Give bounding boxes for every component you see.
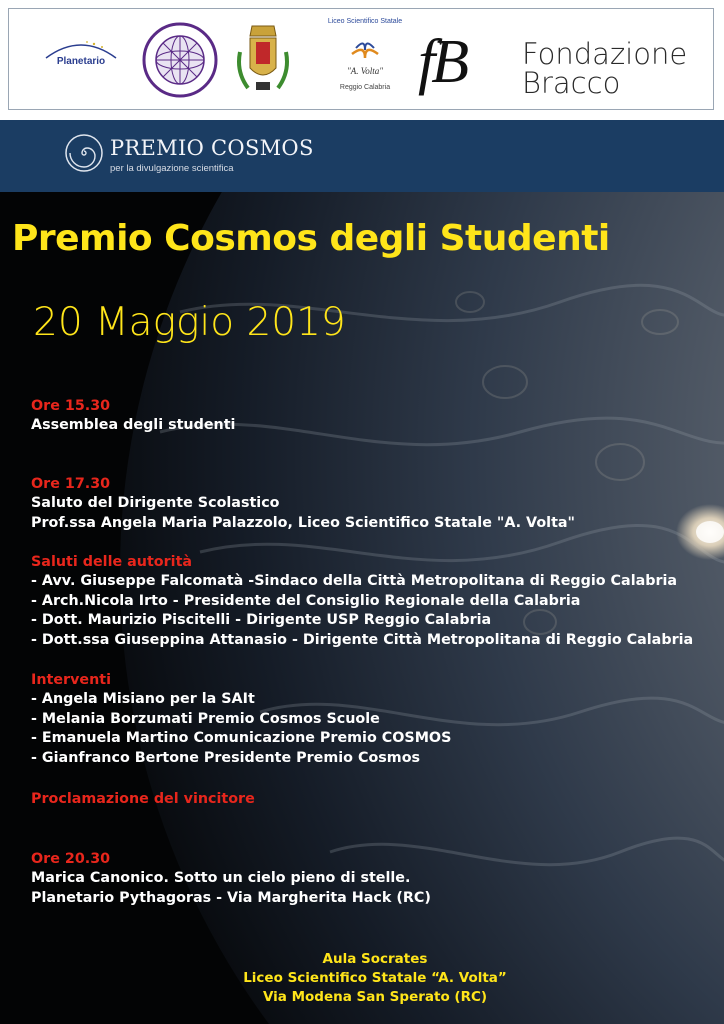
page-title: Premio Cosmos degli Studenti	[12, 218, 610, 259]
coat-of-arms-icon	[234, 22, 292, 98]
program-block-2	[31, 475, 575, 533]
planetario-logo	[42, 38, 120, 78]
header-band	[0, 120, 724, 192]
program-heading: Ore 17.30	[31, 476, 111, 492]
program-line: - Melania Borzumati Premio Cosmos Scuole	[31, 710, 380, 727]
program-heading: Ore 15.30	[31, 398, 111, 414]
logo-strip	[0, 0, 724, 120]
premio-cosmos-brand: PREMIO COSMOS	[110, 136, 314, 160]
program-line: Planetario Pythagoras - Via Margherita Hack (RC)	[31, 889, 431, 906]
venue-block	[200, 950, 550, 1007]
program-line: - Emanuela Martino Comunicazione Premio COSMOS	[31, 730, 452, 747]
premio-cosmos-spiral-icon	[64, 133, 104, 173]
coat-of-arms-logo	[234, 22, 292, 98]
program-line: Prof.ssa Angela Maria Palazzolo, Liceo Scientifico Statale "A. Volta"	[31, 514, 575, 531]
volta-school-type: Liceo Scientifico Statale	[327, 18, 403, 25]
program-block-4	[31, 671, 451, 768]
program-heading: Ore 20.30	[31, 851, 111, 867]
volta-school-logo	[320, 18, 410, 102]
program-line: - Angela Misiano per la SAIt	[31, 691, 255, 708]
program-line: - Gianfranco Bertone Presidente Premio Cosmos	[31, 749, 421, 766]
fondazione-bracco-mark: fB	[418, 28, 466, 96]
planetario-label: Planetario	[56, 56, 106, 67]
premio-cosmos-tagline: per la divulgazione scientifica	[110, 163, 234, 174]
sait-emblem-icon	[140, 20, 220, 100]
program-line: Saluto del Dirigente Scolastico	[31, 495, 280, 512]
program-heading: Saluti delle autorità	[31, 554, 193, 570]
program-line: - Avv. Giuseppe Falcomatà -Sindaco della Città Metropolitana di Reggio Calabria	[31, 573, 678, 590]
program-heading: Interventi	[31, 672, 112, 688]
open-book-icon	[348, 30, 382, 64]
program-line: Assemblea degli studenti	[31, 417, 236, 434]
program-heading: Proclamazione del vincitore	[31, 791, 255, 807]
bracco-word: Bracco	[522, 66, 621, 100]
fondazione-word: Fondazione	[522, 37, 688, 71]
program-line: Marica Canonico. Sotto un cielo pieno di stelle.	[31, 870, 411, 887]
venue-address: Via Modena San Sperato (RC)	[262, 989, 488, 1005]
venue-school: Liceo Scientifico Statale “A. Volta”	[243, 970, 507, 986]
volta-school-city: Reggio Calabria	[339, 84, 391, 91]
program-block-6	[31, 850, 431, 908]
venue-room: Aula Socrates	[322, 951, 428, 967]
event-date: 20 Maggio 2019	[33, 300, 346, 345]
program-line: - Dott. Maurizio Piscitelli - Dirigente USP Reggio Calabria	[31, 612, 492, 629]
program-line: - Dott.ssa Giuseppina Attanasio - Dirigente Città Metropolitana di Reggio Calabria	[31, 631, 694, 648]
volta-school-name: "A. Volta"	[346, 66, 384, 76]
program-block-1	[31, 397, 235, 436]
program-block-5	[31, 790, 255, 809]
sait-logo	[140, 20, 220, 100]
program-block-3	[31, 553, 693, 650]
fondazione-bracco-name	[522, 37, 702, 100]
program-line: - Arch.Nicola Irto - Presidente del Consiglio Regionale della Calabria	[31, 592, 581, 609]
